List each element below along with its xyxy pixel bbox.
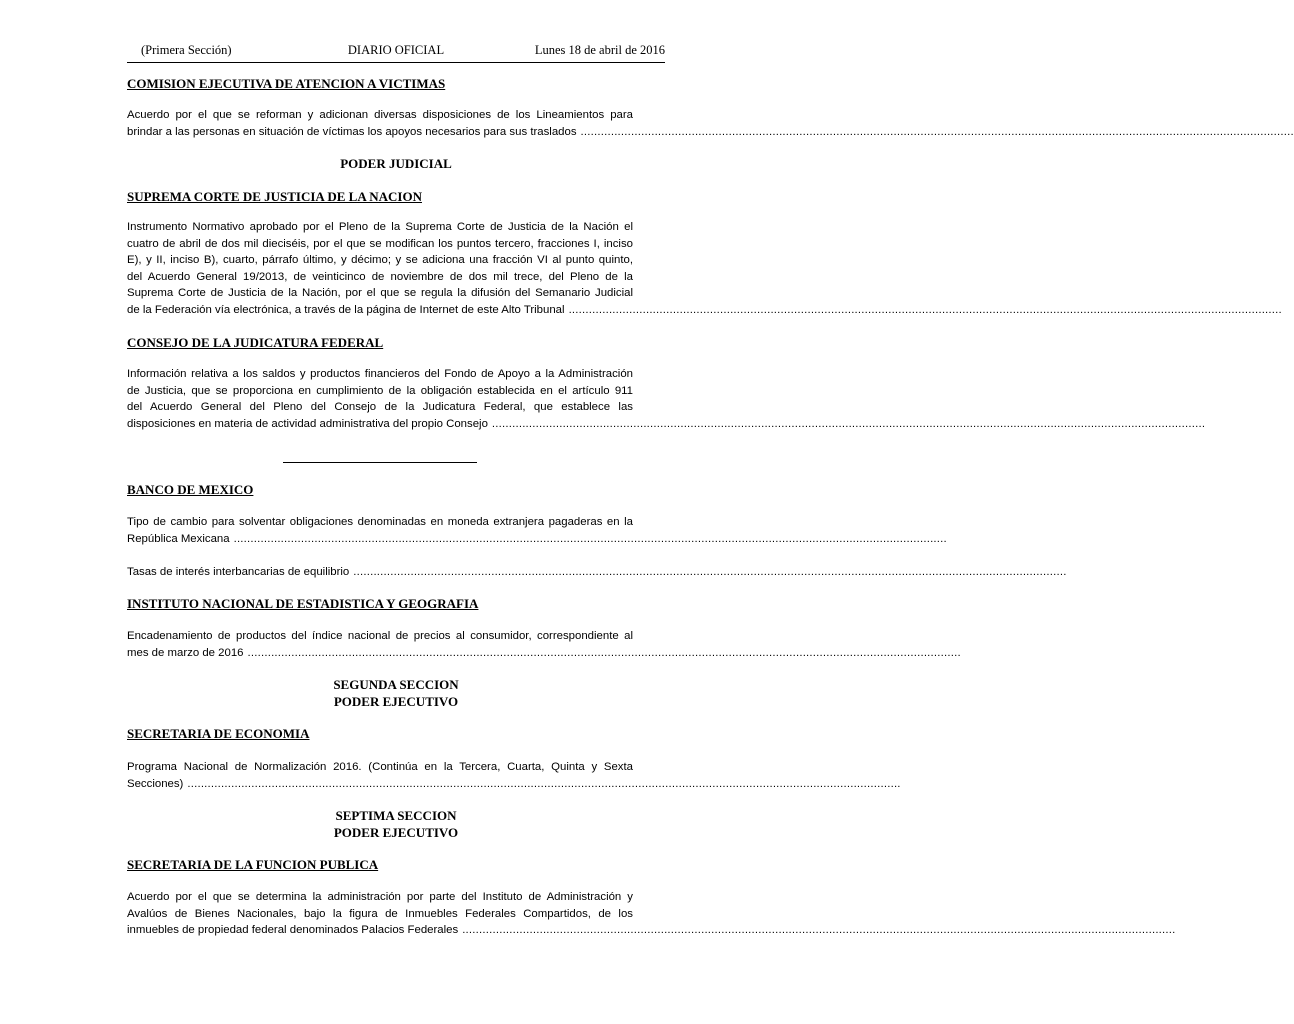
- heading-consejo-judicatura: CONSEJO DE LA JUDICATURA FEDERAL: [127, 335, 384, 350]
- segunda-seccion-label: SEGUNDA SECCION: [333, 677, 459, 692]
- entry-line: Instrumento Normativo aprobado por el Pleno de la Suprema Corte de Justicia de la Nación el: [127, 221, 633, 233]
- entry-line: E), y II, inciso B), cuarto, párrafo último, y décimo; y se adiciona una fracción VI al punto quinto,: [127, 254, 633, 266]
- entry-line: Avalúos de Bienes Nacionales, bajo la figura de Inmuebles Federales Compartidos, de los: [127, 907, 633, 920]
- entry-line: Suprema Corte de Justicia de la Nación, por el que se regula la difusión del Semanario Judicial: [127, 287, 633, 299]
- heading-suprema-corte: SUPREMA CORTE DE JUSTICIA DE LA NACION: [127, 189, 422, 204]
- entry-line: Acuerdo por el que se reforman y adicionan diversas disposiciones de los Lineamientos para: [127, 109, 633, 121]
- heading-poder-judicial: PODER JUDICIAL: [340, 156, 452, 171]
- entry-line: del Acuerdo General 19/2013, de veinticinco de noviembre de dos mil trece, del Pleno de la: [127, 270, 633, 283]
- entry-line: Programa Nacional de Normalización 2016. (Continúa en la Tercera, Cuarta, Quinta y Sexta: [127, 761, 633, 773]
- entry-last-line: Secciones) ....................................................................................................................................................................................................................: [127, 776, 633, 793]
- entry-line: de Justicia, que se proporciona en cumplimiento de la obligación establecida en el artículo 911: [127, 384, 633, 397]
- leader-dots: ....................................................................................................................................................................................................................: [462, 924, 1176, 936]
- section-divider: [283, 462, 477, 463]
- septima-seccion-label: SEPTIMA SECCION: [335, 808, 457, 823]
- entry-tasas-interes: [127, 564, 1067, 581]
- leader-dots: ....................................................................................................................................................................................................................: [580, 125, 1294, 138]
- leader-dots: ....................................................................................................................................................................................................................: [247, 646, 961, 659]
- entry-funcion-publica: [127, 889, 1176, 939]
- heading-inegi: INSTITUTO NACIONAL DE ESTADISTICA Y GEOGRAFIA: [127, 596, 479, 611]
- entry-line: Tipo de cambio para solventar obligaciones denominadas en moneda extranjera pagaderas en la: [127, 516, 633, 528]
- entry-last-line: inmuebles de propiedad federal denominados Palacios Federales ....................................................................................................................................................................................................................: [127, 922, 633, 939]
- heading-funcion-publica: SECRETARIA DE LA FUNCION PUBLICA: [127, 857, 379, 872]
- entry-tipo-cambio: [127, 514, 947, 547]
- header-newspaper: DIARIO OFICIAL: [347, 43, 445, 57]
- entry-last-line: República Mexicana ....................................................................................................................................................................................................................: [127, 531, 633, 548]
- entry-last-line: brindar a las personas en situación de víctimas los apoyos necesarios para sus traslados ....................................................................................................................................................................................................................: [127, 124, 633, 141]
- entry-consejo-judicatura: [127, 366, 1206, 432]
- entry-comision-victimas: [127, 107, 1294, 140]
- entry-line: cuatro de abril de dos mil dieciséis, por el que se modifican los puntos tercero, fracciones I, inciso: [127, 237, 633, 250]
- page-header: [127, 43, 665, 61]
- entry-line: Acuerdo por el que se determina la administración por parte del Instituto de Administración y: [127, 891, 633, 903]
- heading-segunda-seccion: [127, 677, 665, 710]
- entry-line: Información relativa a los saldos y productos financieros del Fondo de Apoyo a la Administración: [127, 368, 633, 380]
- heading-septima-seccion: [127, 808, 665, 841]
- entry-suprema-corte: [127, 219, 1282, 318]
- leader-dots: ....................................................................................................................................................................................................................: [233, 532, 947, 545]
- entry-secretaria-economia: [127, 759, 901, 792]
- header-rule: [127, 62, 665, 63]
- entry-last-line: mes de marzo de 2016 ....................................................................................................................................................................................................................: [127, 645, 633, 662]
- heading-banco-mexico: BANCO DE MEXICO: [127, 482, 254, 497]
- entry-last-line: Tasas de interés interbancarias de equilibrio ....................................................................................................................................................................................................................: [127, 564, 633, 581]
- poder-ejecutivo-label: PODER EJECUTIVO: [333, 824, 459, 840]
- entry-last-line: de la Federación vía electrónica, a través de la página de Internet de este Alto Tribunal ....................................................................................................................................................................................................................: [127, 302, 633, 319]
- poder-ejecutivo-label: PODER EJECUTIVO: [333, 693, 459, 709]
- leader-dots: ....................................................................................................................................................................................................................: [568, 303, 1282, 316]
- header-date: Lunes 18 de abril de 2016: [534, 43, 665, 57]
- entry-line: Encadenamiento de productos del índice nacional de precios al consumidor, correspondiente al: [127, 630, 633, 642]
- entry-inegi: [127, 628, 961, 661]
- leader-dots: ....................................................................................................................................................................................................................: [491, 417, 1206, 430]
- leader-dots: ....................................................................................................................................................................................................................: [187, 777, 901, 790]
- header-section: (Primera Sección): [141, 43, 232, 57]
- entry-line: del Acuerdo General del Pleno del Consejo de la Judicatura Federal, que establece las: [127, 401, 633, 413]
- heading-comision-victimas: COMISION EJECUTIVA DE ATENCION A VICTIMAS: [127, 76, 446, 91]
- leader-dots: ....................................................................................................................................................................................................................: [353, 566, 1067, 578]
- heading-secretaria-economia: SECRETARIA DE ECONOMIA: [127, 726, 310, 741]
- entry-last-line: disposiciones en materia de actividad administrativa del propio Consejo ....................................................................................................................................................................................................................: [127, 416, 633, 433]
